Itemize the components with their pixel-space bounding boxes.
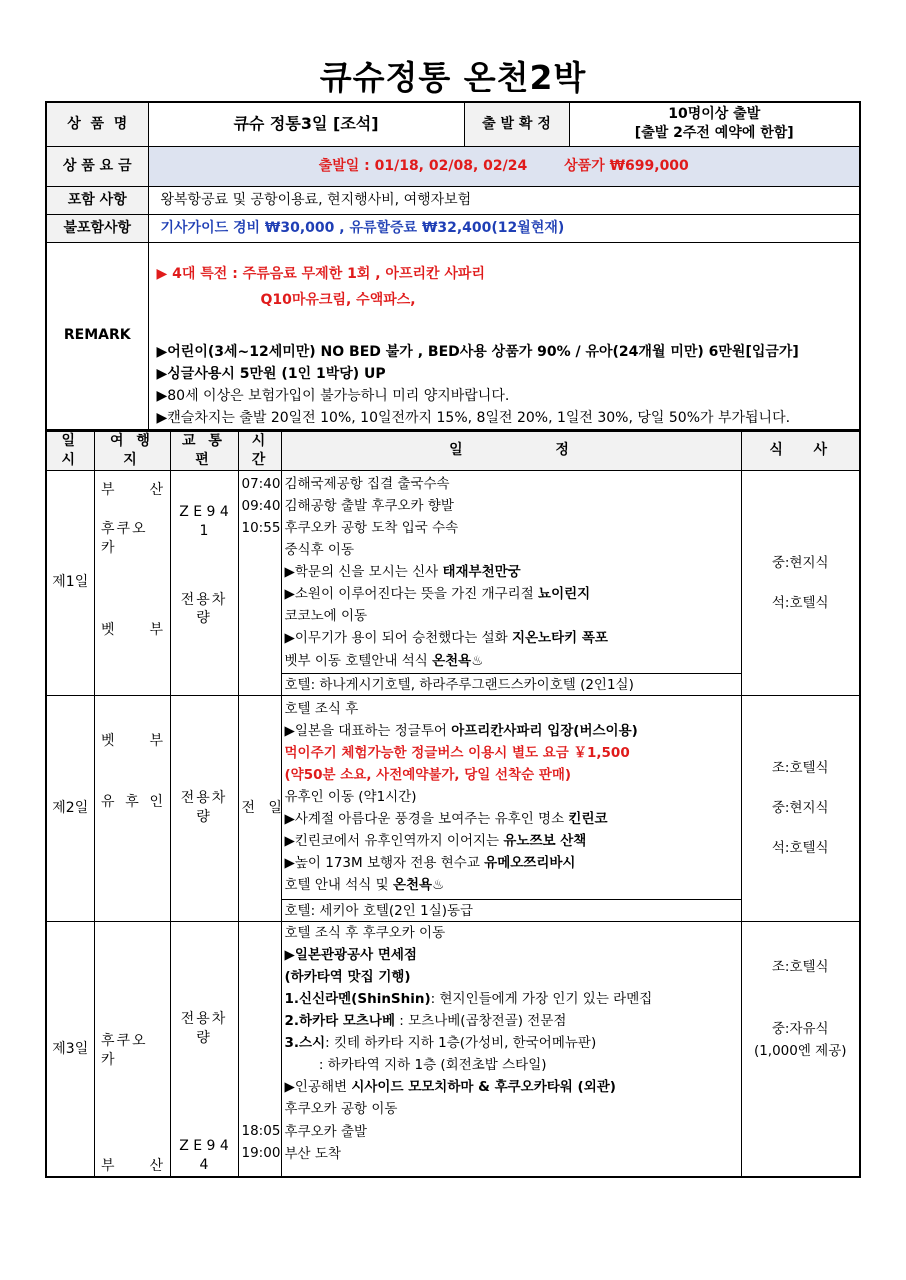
include-label: 포함 사항 <box>46 186 148 214</box>
page-title: 큐슈정통 온천2박 <box>319 58 587 97</box>
day1-line-4: 중식후 이동 <box>284 542 354 559</box>
day3-meal-lunch: 중:자유식 <box>771 1020 829 1037</box>
day1-transport <box>170 470 238 695</box>
price-value: 상품가 ₩699,000 <box>564 157 689 174</box>
day2-meals <box>741 695 860 921</box>
day3-vehicle: 전용차량 <box>180 1010 228 1046</box>
day1-flight: Z E 9 4 1 <box>179 503 229 539</box>
day1-place-beppu: 벳 부 <box>101 622 163 639</box>
day3-places <box>94 921 170 1177</box>
day1-line-2: 김해공항 출발 후쿠오카 향발 <box>284 497 454 514</box>
day1-meal-lunch: 중:현지식 <box>771 554 829 571</box>
day1-meal-dinner: 석:호텔식 <box>771 594 829 611</box>
day3-line-6: 3.스시: 킷테 하카타 지하 1층(가성비, 한국어메뉴판) <box>284 1035 597 1052</box>
include-text: 왕복항공료 및 공항이용료, 현지행사비, 여행자보험 <box>148 186 860 214</box>
day1-places <box>94 470 170 695</box>
day1-line-8: ▶이무기가 용이 되어 승천했다는 설화 지온노타키 폭포 <box>284 630 608 647</box>
day2-hotel: 호텔: 세키아 호텔(2인 1실)동급 <box>282 899 741 921</box>
day1-time-2: 09:40 <box>241 497 281 514</box>
day2-line-1: 호텔 조식 후 <box>284 700 359 717</box>
remark-special-line2: Q10마유크림, 수액파스, <box>260 291 416 308</box>
day3-time-2: 19:00 <box>241 1144 281 1161</box>
header-time: 시 간 <box>238 431 281 470</box>
day2-meal-dinner: 석:호텔식 <box>771 840 829 857</box>
day3-meal-note: (1,000엔 제공) <box>753 1043 847 1060</box>
day1-vehicle: 전용차량 <box>180 591 228 627</box>
day1-hotel: 호텔: 하나게시기호텔, 하라주루그랜드스카이호텔 (2인1실) <box>282 673 741 695</box>
day1-place-fukuoka: 후쿠오카 <box>101 520 148 556</box>
day2-line-3: 먹이주기 체험가능한 정글버스 이용시 별도 요금 ￥1,500 <box>284 744 630 761</box>
day2-time: 전 일 <box>238 695 281 921</box>
price-dates: 출발일 : 01/18, 02/08, 02/24 <box>318 157 528 174</box>
day2-itinerary <box>281 695 741 921</box>
day1-times <box>238 470 281 695</box>
departure-line2: [출발 2주전 예약에 한함] <box>634 125 794 142</box>
header-itinerary: 일 정 <box>281 431 741 470</box>
price-cell <box>148 146 860 186</box>
day1-label: 제1일 <box>46 470 94 695</box>
schedule-table <box>45 430 861 1178</box>
day1-itinerary <box>281 470 741 695</box>
header-place: 여 행 지 <box>94 431 170 470</box>
day2-place-yufuin: 유 후 인 <box>101 793 163 810</box>
day2-label: 제2일 <box>46 695 94 921</box>
day3-line-11: 부산 도착 <box>284 1145 341 1162</box>
remark-age: ▶80세 이상은 보험가입이 불가능하니 미리 양지바랍니다. <box>156 387 510 404</box>
day2-line-2: ▶일본을 대표하는 정글투어 아프리칸사파리 입장(버스이용) <box>284 722 638 739</box>
day1-time-3: 10:55 <box>241 519 281 536</box>
day3-line-3: (하카타역 맛집 기행) <box>284 968 411 985</box>
price-label: 상 품 요 금 <box>46 146 148 186</box>
day2-meal-breakfast: 조:호텔식 <box>771 759 829 776</box>
header-transport: 교 통 편 <box>170 431 238 470</box>
day3-label: 제3일 <box>46 921 94 1177</box>
day2-meal-lunch: 중:현지식 <box>771 800 829 817</box>
day3-times <box>238 921 281 1177</box>
remark-cancel: ▶캔슬차지는 출발 20일전 10%, 10일전까지 15%, 8일전 20%, 1일전 30%, 당일 50%가 부가됩니다. <box>156 409 791 426</box>
day2-line-5: 유후인 이동 (약1시간) <box>284 789 417 806</box>
day1-line-6: ▶소원이 이루어진다는 뜻을 가진 개구리절 뇨이린지 <box>284 586 591 603</box>
day2-places <box>94 695 170 921</box>
exclude-text: 기사가이드 경비 ₩30,000 , 유류할증료 ₩32,400(12월현재) <box>148 214 860 242</box>
day3-line-7: : 하카타역 지하 1층 (회전초밥 스타일) <box>284 1057 547 1074</box>
day1-place-busan: 부 산 <box>101 481 163 498</box>
day2-line-6: ▶사계절 아름다운 풍경을 보여주는 유후인 명소 킨린코 <box>284 811 608 828</box>
day1-line-3: 후쿠오카 공항 도착 입국 수속 <box>284 519 459 536</box>
day2-place-beppu: 벳 부 <box>101 732 163 749</box>
product-name: 큐슈 정통3일 [조석] <box>148 102 464 146</box>
header-meal: 식 사 <box>741 431 860 470</box>
day2-line-7: ▶킨린코에서 유후인역까지 이어지는 유노쯔보 산책 <box>284 833 587 850</box>
day3-meals <box>741 921 860 1177</box>
product-info-table <box>45 101 861 431</box>
departure-label: 출 발 확 정 <box>464 102 569 146</box>
day3-time-1: 18:05 <box>241 1122 281 1139</box>
day2-line-8: ▶높이 173M 보행자 전용 현수교 유메오쯔리바시 <box>284 855 576 872</box>
day2-line-9: 호텔 안내 석식 및 온천욕♨ <box>284 877 445 894</box>
day1-line-7: 코코노에 이동 <box>284 608 368 625</box>
day3-place-fukuoka: 후쿠오카 <box>101 1032 148 1068</box>
remark-label: REMARK <box>46 242 148 430</box>
day3-line-10: 후쿠오카 출발 <box>284 1123 368 1140</box>
day3-transport <box>170 921 238 1177</box>
remark-single: ▶싱글사용시 5만원 (1인 1박당) UP <box>156 365 386 382</box>
day3-itinerary <box>281 921 741 1177</box>
day3-line-5: 2.하카타 모츠나베 : 모츠나베(곱창전골) 전문점 <box>284 1013 567 1030</box>
exclude-label: 불포함사항 <box>46 214 148 242</box>
departure-info <box>569 102 860 146</box>
remark-content <box>148 242 860 430</box>
header-day: 일 시 <box>46 431 94 470</box>
day1-line-5: ▶학문의 신을 모시는 신사 태재부천만궁 <box>284 564 521 581</box>
day1-line-1: 김해국제공항 집결 출국수속 <box>284 475 450 492</box>
day2-line-4: (약50분 소요, 사전예약불가, 당일 선착순 판매) <box>284 767 572 783</box>
day1-meals <box>741 470 860 695</box>
day1-line-9: 벳부 이동 호텔안내 석식 온천욕♨ <box>284 652 484 669</box>
day3-line-9: 후쿠오카 공항 이동 <box>284 1101 398 1118</box>
day3-place-busan: 부 산 <box>101 1158 163 1175</box>
day3-line-2: ▶일본관광공사 면세점 <box>284 946 417 963</box>
day1-time-1: 07:40 <box>241 475 281 492</box>
product-name-label: 상 품 명 <box>46 102 148 146</box>
day2-vehicle: 전용차량 <box>170 695 238 921</box>
day3-line-4: 1.신신라멘(ShinShin): 현지인들에게 가장 인기 있는 라멘집 <box>284 990 653 1007</box>
remark-child: ▶어린이(3세~12세미만) NO BED 불가 , BED사용 상품가 90% / 유아(24개월 미만) 6만원[입금가] <box>156 343 799 360</box>
day3-line-1: 호텔 조식 후 후쿠오카 이동 <box>284 924 446 941</box>
day3-flight: Z E 9 4 4 <box>179 1138 229 1174</box>
day3-line-8: ▶인공해변 시사이드 모모치하마 & 후쿠오카타워 (외관) <box>284 1079 616 1096</box>
day3-meal-breakfast: 조:호텔식 <box>771 958 829 975</box>
remark-special-line1: ▶ 4대 특전 : 주류음료 무제한 1회 , 아프리칸 사파리 <box>156 265 485 282</box>
departure-line1: 10명이상 출발 <box>668 106 761 123</box>
